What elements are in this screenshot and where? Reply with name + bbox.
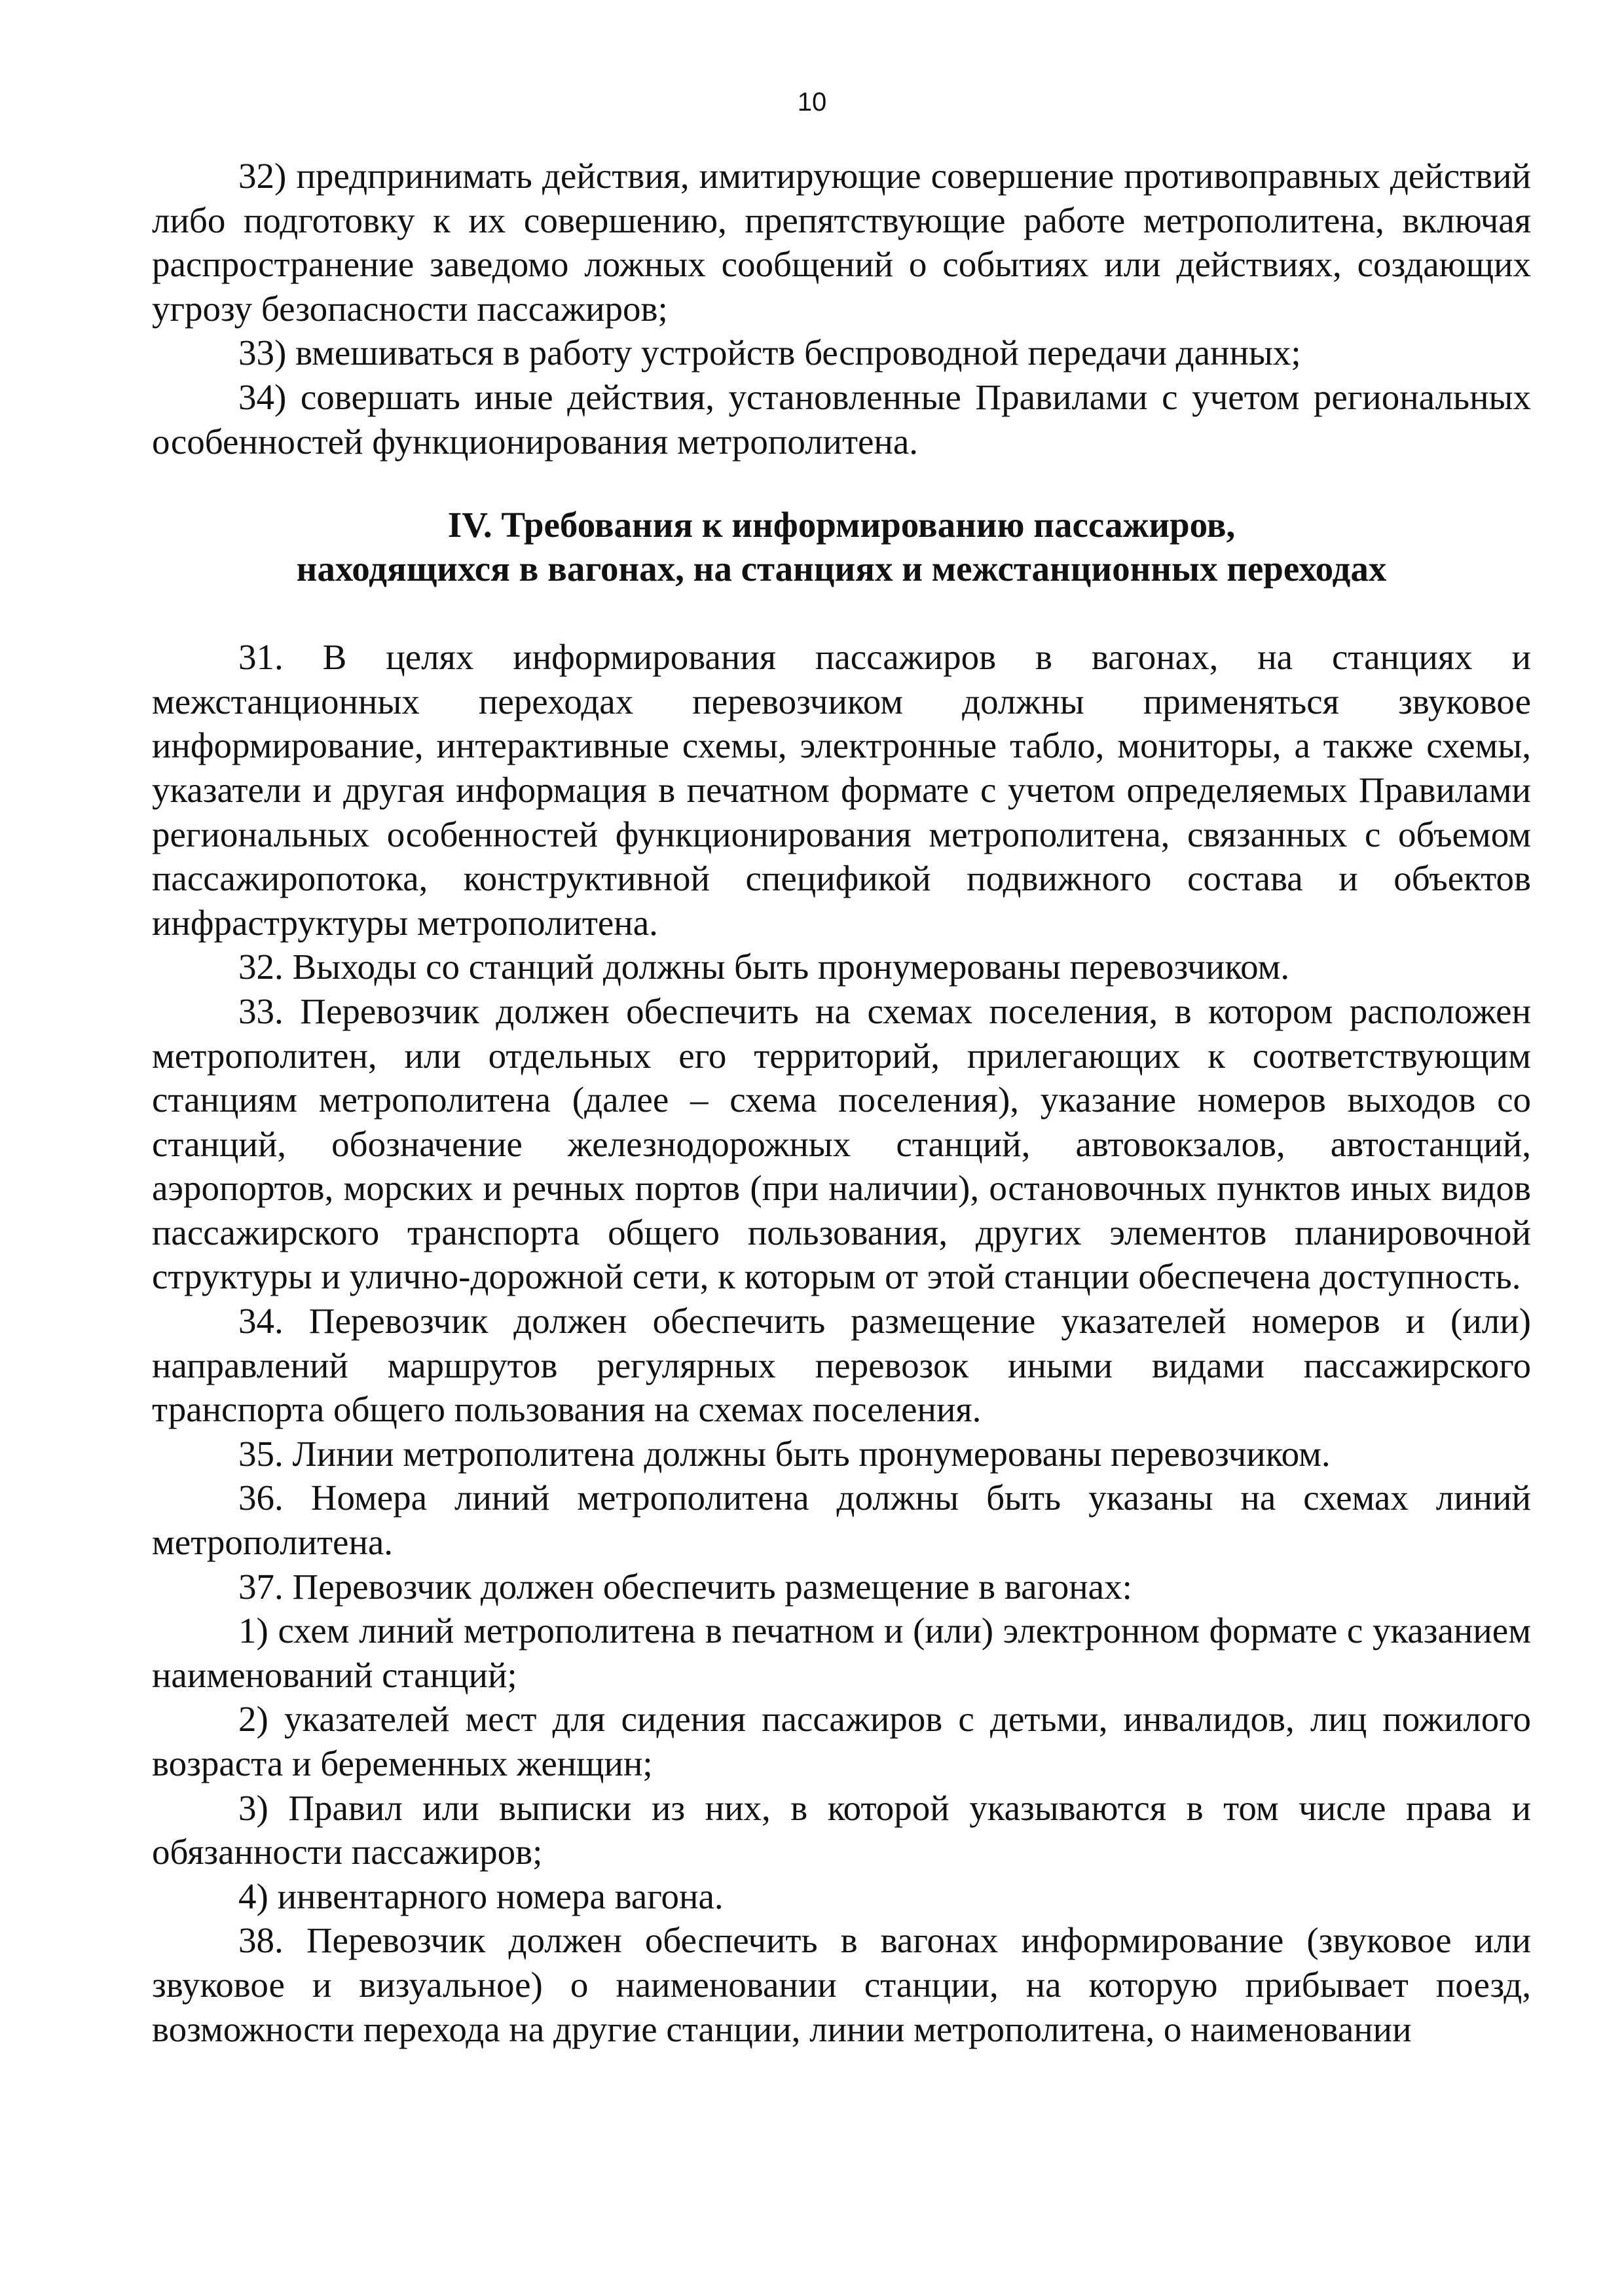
clause-32: 32. Выходы со станций должны быть пронумерованы перевозчиком. <box>238 947 1290 987</box>
list-item-34: 34) совершать иные действия, установленные Правилами с учетом региональных особенностей функционирования метрополитена. <box>152 376 1531 462</box>
clause-33: 33. Перевозчик должен обеспечить на схемах поселения, в котором расположен метрополитен, или отдельных его территорий, прилегающих к соответствующим станциям метрополитена (далее – схема поселения), указание номеров выходов со станций, обозначение железнодорожных станций, автовокзалов, автостанций, аэропортов, морских и речных портов (при наличии), остановочных пунктов иных видов пассажирского транспорта общего пользования, других элементов планировочной структуры и улично-дорожной сети, к которым от этой станции обеспечена доступность. <box>152 991 1531 1297</box>
clause-38: 38. Перевозчик должен обеспечить в вагонах информирование (звуковое или звуковое и визуальное) о наименовании станции, на которую прибывает поезд, возможности перехода на другие станции, линии метрополитена, о наименовании <box>152 1920 1531 2049</box>
clause-36: 36. Номера линий метрополитена должны быть указаны на схемах линий метрополитена. <box>152 1478 1531 1563</box>
clause-34: 34. Перевозчик должен обеспечить размещение указателей номеров и (или) направлений маршрутов регулярных перевозок иными видами пассажирского транспорта общего пользования на схемах поселения. <box>152 1301 1531 1430</box>
page-number: 10 <box>797 88 827 117</box>
list-item-32: 32) предпринимать действия, имитирующие совершение противоправных действий либо подготовку к их совершению, препятствующие работе метрополитена, включая распространение заведомо ложных сообщений о событиях или действиях, создающих угрозу безопасности пассажиров; <box>152 156 1531 329</box>
document-body <box>152 154 1531 2051</box>
section-heading <box>152 503 1531 591</box>
clause-37-item-3: 3) Правил или выписки из них, в которой указываются в том числе права и обязанности пассажиров; <box>152 1787 1531 1872</box>
clause-37-item-1: 1) схем линий метрополитена в печатном и (или) электронном формате с указанием наименований станций; <box>152 1611 1531 1695</box>
section-heading-line-2: находящихся в вагонах, на станциях и межстанционных переходах <box>296 549 1387 589</box>
clause-37-item-2: 2) указателей мест для сидения пассажиров с детьми, инвалидов, лиц пожилого возраста и беременных женщин; <box>152 1699 1531 1783</box>
clause-35: 35. Линии метрополитена должны быть пронумерованы перевозчиком. <box>238 1433 1331 1474</box>
list-item-33: 33) вмешиваться в работу устройств беспроводной передачи данных; <box>238 333 1301 373</box>
clause-37: 37. Перевозчик должен обеспечить размещение в вагонах: <box>238 1566 1132 1607</box>
section-heading-line-1: IV. Требования к информированию пассажиров, <box>447 505 1236 545</box>
clause-37-item-4: 4) инвентарного номера вагона. <box>238 1876 724 1916</box>
clause-31: 31. В целях информирования пассажиров в вагонах, на станциях и межстанционных переходах перевозчиком должны применяться звуковое информирование, интерактивные схемы, электронные табло, мониторы, а также схемы, указатели и другая информация в печатном формате с учетом определяемых Правилами региональных особенностей функционирования метрополитена, связанных с объемом пассажиропотока, конструктивной спецификой подвижного состава и объектов инфраструктуры метрополитена. <box>152 637 1531 943</box>
